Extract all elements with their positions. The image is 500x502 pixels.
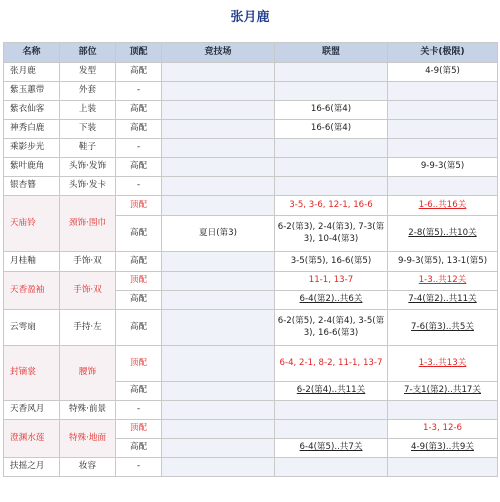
item-tier: -	[116, 401, 162, 420]
table-row	[4, 101, 498, 120]
item-league: 6-4, 2-1, 8-2, 11-1, 13-7	[275, 346, 388, 382]
table-row	[4, 120, 498, 139]
item-arena	[162, 177, 275, 196]
item-name: 天庙铃	[4, 196, 60, 252]
item-league: 6-2(第5), 2-4(第4), 3-5(第3), 16-6(第3)	[275, 310, 388, 346]
item-part: 发型	[60, 63, 116, 82]
item-tier: 高配	[116, 101, 162, 120]
item-stage: 4-9(第5)	[388, 63, 498, 82]
item-name: 紫玉蕙带	[4, 82, 60, 101]
item-arena	[162, 439, 275, 458]
item-league-link[interactable]: 6-4(第5)..共7关	[275, 439, 388, 458]
item-stage	[388, 139, 498, 158]
table-row	[4, 458, 498, 477]
item-league	[275, 63, 388, 82]
table-row	[4, 158, 498, 177]
col-header-league: 联盟	[275, 43, 388, 63]
item-part: 腰饰	[60, 346, 116, 401]
item-name: 紫叶鹿角	[4, 158, 60, 177]
item-stage	[388, 177, 498, 196]
item-stage-link[interactable]: 7-支1(第2)..共17关	[388, 382, 498, 401]
item-name: 天香盈袖	[4, 272, 60, 310]
item-part: 颈饰·围巾	[60, 196, 116, 252]
item-stage	[388, 82, 498, 101]
item-tier: 顶配	[116, 346, 162, 382]
item-tier: -	[116, 177, 162, 196]
item-name: 银杏簪	[4, 177, 60, 196]
item-stage	[388, 458, 498, 477]
item-league: 16-6(第4)	[275, 101, 388, 120]
item-stage-link[interactable]: 7-6(第3)..共5关	[388, 310, 498, 346]
item-league	[275, 158, 388, 177]
item-stage: 1-3, 12-6	[388, 420, 498, 439]
item-tier: -	[116, 82, 162, 101]
item-arena	[162, 346, 275, 382]
table-row	[4, 420, 498, 439]
table-row	[4, 346, 498, 382]
item-part: 特殊·前景	[60, 401, 116, 420]
item-tier: 高配	[116, 120, 162, 139]
table-row	[4, 272, 498, 291]
item-league: 3-5(第5), 16-6(第5)	[275, 252, 388, 272]
item-tier: -	[116, 458, 162, 477]
item-tier: 高配	[116, 439, 162, 458]
col-header-stage: 关卡(极限)	[388, 43, 498, 63]
item-name: 扶摇之月	[4, 458, 60, 477]
item-arena	[162, 401, 275, 420]
item-arena	[162, 272, 275, 291]
item-tier: 高配	[116, 310, 162, 346]
item-stage	[388, 120, 498, 139]
item-arena	[162, 139, 275, 158]
item-tier: 顶配	[116, 196, 162, 216]
item-part: 上装	[60, 101, 116, 120]
item-league	[275, 420, 388, 439]
item-stage	[388, 101, 498, 120]
page-title: 张月鹿	[230, 10, 270, 25]
item-tier: 顶配	[116, 420, 162, 439]
item-stage-link[interactable]: 1-6..共16关	[388, 196, 498, 216]
item-league	[275, 177, 388, 196]
table-row	[4, 177, 498, 196]
item-league-link[interactable]: 6-4(第2)..共6关	[275, 291, 388, 310]
item-league	[275, 458, 388, 477]
table-row	[4, 401, 498, 420]
item-name: 神秀白鹿	[4, 120, 60, 139]
table-row	[4, 310, 498, 346]
item-part: 手持·左	[60, 310, 116, 346]
item-arena	[162, 310, 275, 346]
col-header-part: 部位	[60, 43, 116, 63]
item-stage-link[interactable]: 4-9(第3)..共9关	[388, 439, 498, 458]
table-row	[4, 82, 498, 101]
item-arena	[162, 196, 275, 216]
item-arena	[162, 382, 275, 401]
item-tier: 高配	[116, 63, 162, 82]
item-arena	[162, 82, 275, 101]
item-part: 妆容	[60, 458, 116, 477]
item-tier: 高配	[116, 216, 162, 252]
item-stage	[388, 401, 498, 420]
item-tier: 高配	[116, 291, 162, 310]
item-stage-link[interactable]: 7-4(第2)..共11关	[388, 291, 498, 310]
item-part: 外套	[60, 82, 116, 101]
item-tier: 顶配	[116, 272, 162, 291]
col-header-tier: 顶配	[116, 43, 162, 63]
table-row	[4, 252, 498, 272]
item-arena	[162, 63, 275, 82]
item-table	[3, 42, 498, 477]
item-league: 3-5, 3-6, 12-1, 16-6	[275, 196, 388, 216]
item-arena	[162, 420, 275, 439]
item-arena	[162, 252, 275, 272]
item-tier: 高配	[116, 252, 162, 272]
item-name: 澄渊水莲	[4, 420, 60, 458]
item-league	[275, 139, 388, 158]
item-arena	[162, 101, 275, 120]
item-stage-link[interactable]: 1-3..共12关	[388, 272, 498, 291]
item-part: 特殊·地面	[60, 420, 116, 458]
item-name: 张月鹿	[4, 63, 60, 82]
col-header-arena: 竞技场	[162, 43, 275, 63]
item-name: 紫衣仙客	[4, 101, 60, 120]
item-league: 16-6(第4)	[275, 120, 388, 139]
item-league	[275, 401, 388, 420]
item-part: 头饰·发饰	[60, 158, 116, 177]
item-name: 云雩扇	[4, 310, 60, 346]
item-part: 手饰·双	[60, 272, 116, 310]
item-arena	[162, 291, 275, 310]
item-stage: 9-9-3(第5), 13-1(第5)	[388, 252, 498, 272]
item-league-link[interactable]: 6-2(第4)..共11关	[275, 382, 388, 401]
item-tier: -	[116, 139, 162, 158]
item-name: 封镝裳	[4, 346, 60, 401]
item-league: 11-1, 13-7	[275, 272, 388, 291]
item-arena: 夏日(第3)	[162, 216, 275, 252]
item-stage-link[interactable]: 1-3..共13关	[388, 346, 498, 382]
item-part: 手饰·双	[60, 252, 116, 272]
item-tier: 高配	[116, 382, 162, 401]
col-header-name: 名称	[4, 43, 60, 63]
table-header-row	[4, 43, 498, 63]
item-stage-link[interactable]: 2-8(第5)..共10关	[388, 216, 498, 252]
item-stage: 9-9-3(第5)	[388, 158, 498, 177]
item-name: 天香风月	[4, 401, 60, 420]
item-tier: 高配	[116, 158, 162, 177]
item-part: 鞋子	[60, 139, 116, 158]
table-row	[4, 139, 498, 158]
item-part: 头饰·发卡	[60, 177, 116, 196]
item-name: 乘影步光	[4, 139, 60, 158]
table-row	[4, 196, 498, 216]
item-arena	[162, 158, 275, 177]
item-name: 月桂釉	[4, 252, 60, 272]
item-arena	[162, 120, 275, 139]
item-arena	[162, 458, 275, 477]
item-part: 下装	[60, 120, 116, 139]
item-league	[275, 82, 388, 101]
item-league: 6-2(第3), 2-4(第3), 7-3(第3), 10-4(第3)	[275, 216, 388, 252]
table-row	[4, 63, 498, 82]
